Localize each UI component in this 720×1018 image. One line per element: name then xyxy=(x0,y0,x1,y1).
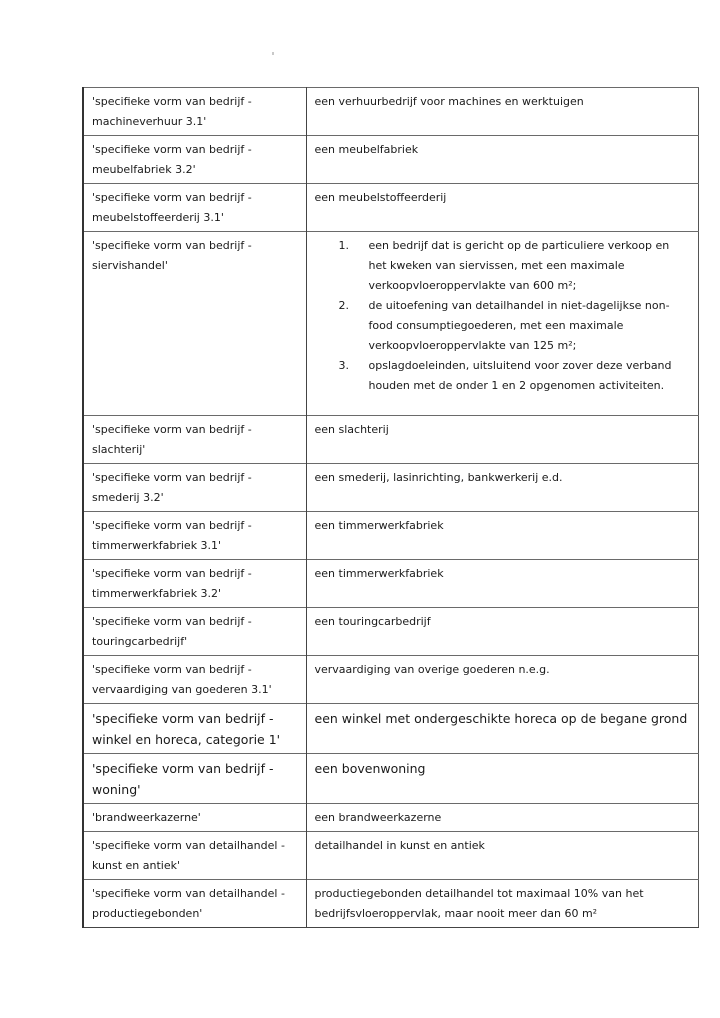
definition-cell: een meubelfabriek xyxy=(306,136,698,184)
definition-cell: een timmerwerkfabriek xyxy=(306,560,698,608)
table-row xyxy=(83,656,698,704)
table-row xyxy=(83,754,698,804)
definition-cell: vervaardiging van overige goederen n.e.g. xyxy=(306,656,698,704)
table-row xyxy=(83,560,698,608)
table-row xyxy=(83,804,698,832)
list-text: opslagdoeleinden, uitsluitend voor zover deze verband houden met de onder 1 en 2 opgenomen activiteiten. xyxy=(368,359,672,392)
list-text: de uitoefening van detailhandel in niet-dagelijkse non-food consumptiegoederen, met een maximale verkoopvloeroppervlakte van 125 m²; xyxy=(368,299,670,352)
table-row xyxy=(83,88,698,136)
term-cell: 'specifieke vorm van bedrijf - siervishandel' xyxy=(83,232,306,416)
list-text: een bedrijf dat is gericht op de particuliere verkoop en het kweken van siervissen, met een maximale verkoopvloeroppervlakte van 600 m²; xyxy=(368,239,670,292)
table-row xyxy=(83,832,698,880)
table-row xyxy=(83,704,698,754)
term-cell: 'specifieke vorm van bedrijf - woning' xyxy=(83,754,306,804)
table-row xyxy=(83,512,698,560)
term-cell: 'specifieke vorm van bedrijf - meubelstoffeerderij 3.1' xyxy=(83,184,306,232)
definition-cell: een timmerwerkfabriek xyxy=(306,512,698,560)
list-item xyxy=(339,356,688,396)
list-item xyxy=(339,296,688,356)
term-cell: 'specifieke vorm van detailhandel - kunst en antiek' xyxy=(83,832,306,880)
list-number: 2. xyxy=(338,299,349,312)
definition-cell: detailhandel in kunst en antiek xyxy=(306,832,698,880)
term-cell: 'specifieke vorm van bedrijf - touringcarbedrijf' xyxy=(83,608,306,656)
table-row xyxy=(83,136,698,184)
definition-cell: een slachterij xyxy=(306,416,698,464)
list-item xyxy=(339,236,688,296)
numbered-list xyxy=(315,236,692,396)
table-row xyxy=(83,464,698,512)
term-cell: 'specifieke vorm van bedrijf - slachterij' xyxy=(83,416,306,464)
table-row xyxy=(83,608,698,656)
scan-speck xyxy=(272,52,274,55)
definition-cell: een bovenwoning xyxy=(306,754,698,804)
definition-cell: een smederij, lasinrichting, bankwerkerij e.d. xyxy=(306,464,698,512)
table-row xyxy=(83,232,698,416)
definitions-table xyxy=(82,87,699,928)
definition-cell: een touringcarbedrijf xyxy=(306,608,698,656)
term-cell: 'specifieke vorm van detailhandel - productiegebonden' xyxy=(83,880,306,928)
table-row xyxy=(83,880,698,928)
table-row xyxy=(83,184,698,232)
definition-cell: een winkel met ondergeschikte horeca op de begane grond xyxy=(306,704,698,754)
table-row xyxy=(83,416,698,464)
term-cell: 'specifieke vorm van bedrijf - winkel en horeca, categorie 1' xyxy=(83,704,306,754)
term-cell: 'specifieke vorm van bedrijf - machineverhuur 3.1' xyxy=(83,88,306,136)
definition-cell: productiegebonden detailhandel tot maximaal 10% van het bedrijfsvloeroppervlak, maar nooit meer dan 60 m² xyxy=(306,880,698,928)
definition-cell: een brandweerkazerne xyxy=(306,804,698,832)
term-cell: 'specifieke vorm van bedrijf - vervaardiging van goederen 3.1' xyxy=(83,656,306,704)
definition-cell: een verhuurbedrijf voor machines en werktuigen xyxy=(306,88,698,136)
term-cell: 'specifieke vorm van bedrijf - timmerwerkfabriek 3.1' xyxy=(83,512,306,560)
list-number: 3. xyxy=(338,359,349,372)
list-number: 1. xyxy=(338,239,349,252)
term-cell: 'specifieke vorm van bedrijf - smederij 3.2' xyxy=(83,464,306,512)
definition-cell: een meubelstoffeerderij xyxy=(306,184,698,232)
term-cell: 'brandweerkazerne' xyxy=(83,804,306,832)
definition-cell xyxy=(306,232,698,416)
term-cell: 'specifieke vorm van bedrijf - meubelfabriek 3.2' xyxy=(83,136,306,184)
term-cell: 'specifieke vorm van bedrijf - timmerwerkfabriek 3.2' xyxy=(83,560,306,608)
